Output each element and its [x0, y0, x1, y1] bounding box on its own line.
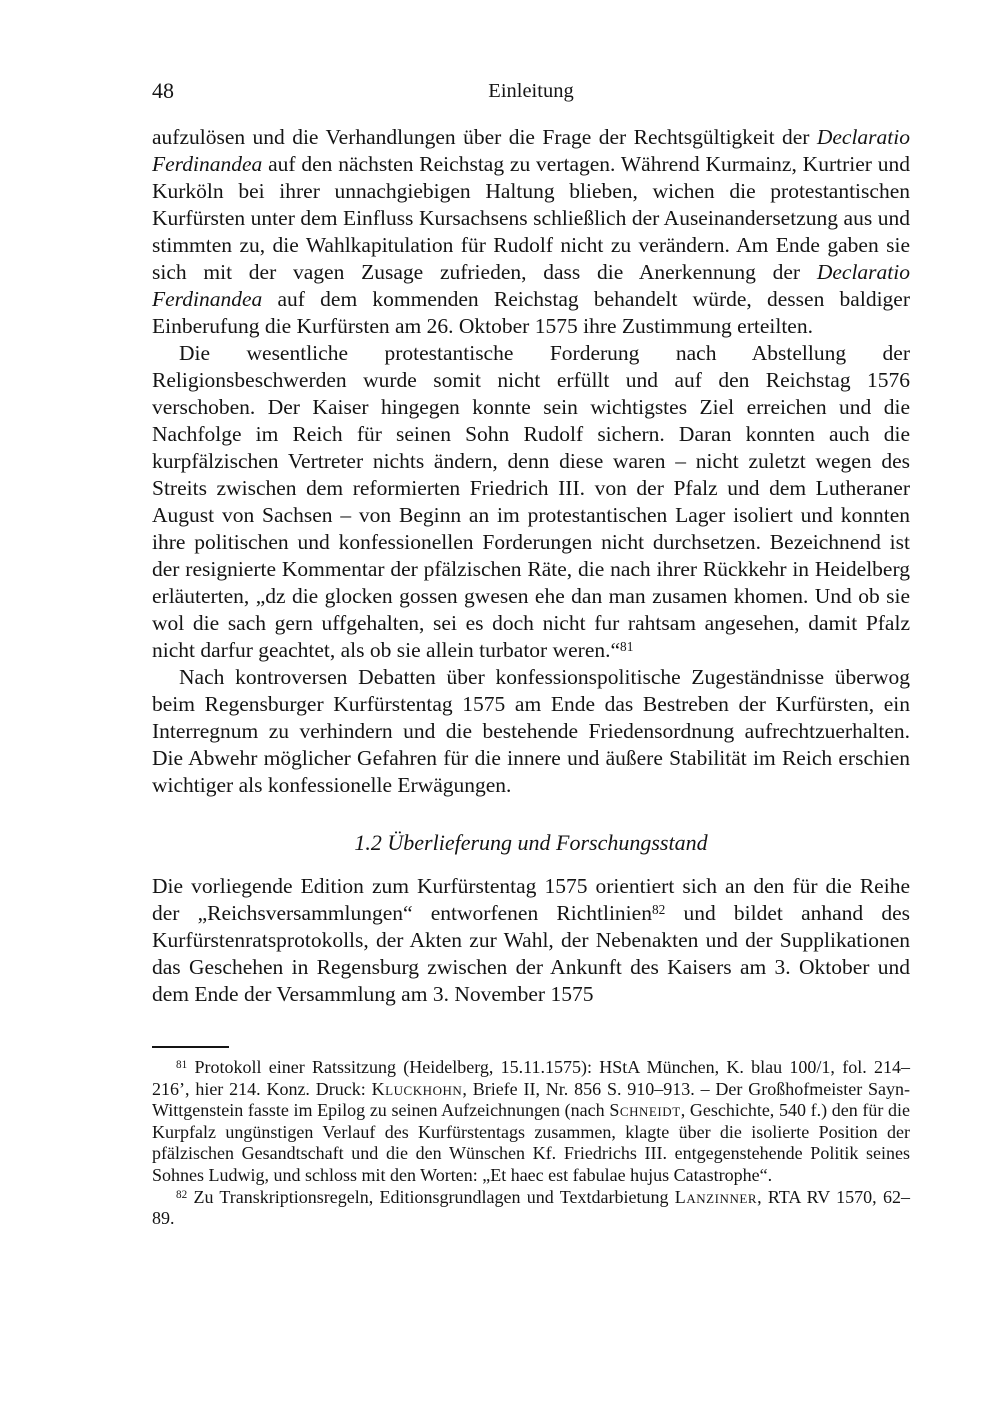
- text-block: [152, 78, 910, 1008]
- footnote-text-run: , RTA RV 1570, 62–89.: [152, 1186, 910, 1229]
- footnote-separator: [152, 1046, 229, 1048]
- footnote-marker-81: 81: [176, 1058, 188, 1071]
- footnote-marker-82: 82: [176, 1188, 188, 1201]
- footnote-ref-81: 81: [620, 639, 634, 655]
- running-head: Einleitung: [488, 80, 574, 102]
- section-heading: 1.2 Überlieferung und Forschungsstand: [354, 830, 708, 855]
- body-text-run: Nach kontroversen Debatten über konfessionspolitische Zugeständnisse überwog beim Regensburger Kurfürstentag 1575 am Ende das Bestreben der Kurfürsten, ein Interregnum zu verhindern und die bestehende Friedensordnung aufrechtzuerhalten. Die Abwehr möglicher Gefahren für die innere und äußere Stabilität im Reich erschien wichtiger als konfessionelle Erwägungen.: [152, 665, 910, 797]
- paragraph: [152, 664, 910, 799]
- page-header: [152, 78, 910, 124]
- body-text-run: Die vorliegende Edition zum Kurfürstentag 1575 orientiert sich an den für die Reihe der „Reichsversammlungen“ entworfenen Richtlinien: [152, 874, 910, 925]
- italic-term: Declaratio Ferdinandea: [152, 260, 910, 311]
- footnote: [152, 1057, 910, 1187]
- footnote-text-run: , Briefe II, Nr. 856 S. 910–913. – Der Großhofmeister Sayn-Wittgenstein fasste im Epilog zu seinen Aufzeichnungen (nach: [152, 1078, 911, 1121]
- paragraph: [152, 340, 910, 664]
- smallcaps-author: Lanzinner: [674, 1186, 758, 1207]
- body-text-run: auf den nächsten Reichstag zu vertagen. Während Kurmainz, Kurtrier und Kurköln bei ihrer unnachgiebigen Haltung blieben, wichen die protestantischen Kurfürsten unter dem Einfluss Kursachsens schließlich der Auseinandersetzung aus und stimmten zu, die Wahlkapitulation für Rudolf nicht zu verändern. Am Ende gaben sie sich mit der vagen Zusage zufrieden, dass die Anerkennung der: [152, 152, 910, 284]
- body-text: [152, 124, 910, 1008]
- paragraph: [152, 873, 910, 1008]
- smallcaps-author: Kluckhohn: [371, 1078, 463, 1099]
- page-number: 48: [152, 78, 174, 103]
- footnote-text-run: , Geschichte, 540 f.) den für die Kurpfalz ungünstigen Verlauf des Kurfürstentags zusammen, klagte über die isolierte Position der pfälzischen Gesandtschaft und die den Wünschen Kf. Friedrichs III. entgegenstehende Politik seines Sohnes Ludwig, und schloss mit den Worten: „Et haec est fabulae hujus Catastrophe“.: [152, 1100, 910, 1185]
- footnote-text-run: Protokoll einer Ratssitzung (Heidelberg, 15.11.1575): HStA München, K. blau 100/1, fol. 214–216’, hier 214. Konz. Druck:: [152, 1057, 910, 1099]
- body-text-run: und bildet anhand des Kurfürstenratsprotokolls, der Akten zur Wahl, der Nebenakten und der Supplikationen das Geschehen in Regensburg zwischen der Ankunft des Kaisers am 3. Oktober und dem Ende der Versammlung am 3. November 1575: [152, 901, 910, 1006]
- footnote-section: [152, 1046, 910, 1230]
- paragraph: [152, 124, 910, 340]
- footnote-ref-82: 82: [651, 902, 666, 918]
- body-text-run: Die wesentliche protestantische Forderung nach Abstellung der Religionsbeschwerden wurde somit nicht erfüllt und auf den Reichstag 1576 verschoben. Der Kaiser hingegen konnte sein wichtigstes Ziel erreichen und die Nachfolge im Reich für seinen Sohn Rudolf sichern. Daran konnten auch die kurpfälzischen Vertreter nichts ändern, denn diese waren – nicht zuletzt wegen des Streits zwischen dem reformierten Friedrich III. von der Pfalz und dem Lutheraner August von Sachsen – von Beginn an im protestantischen Lager isoliert und konnten ihre politischen und konfessionellen Forderungen nicht durchsetzen. Bezeichnend ist der resignierte Kommentar der pfälzischen Räte, die nach ihrer Rückkehr in Heidelberg erläuterten, „dz die glocken gossen gwesen ehe dan man zusamen khomen. Und ob sie wol die sach gern uffgehalten, sei es doch nicht fur rahtsam angesehen, damit Pfalz nicht darfur geachtet, als ob sie allein turbator weren.“: [152, 341, 910, 662]
- body-text-run: auf dem kommenden Reichstag behandelt würde, dessen baldiger Einberufung die Kurfürsten am 26. Oktober 1575 ihre Zustimmung erteilten.: [152, 287, 910, 338]
- body-text-run: aufzulösen und die Verhandlungen über die Frage der Rechtsgültigkeit der: [152, 125, 817, 149]
- footnote-text-run: Zu Transkriptionsregeln, Editionsgrundlagen und Textdarbietung: [187, 1186, 675, 1207]
- italic-term: Declaratio Ferdinandea: [152, 125, 910, 176]
- smallcaps-author: Schneidt: [609, 1100, 681, 1121]
- footnote: [152, 1187, 910, 1230]
